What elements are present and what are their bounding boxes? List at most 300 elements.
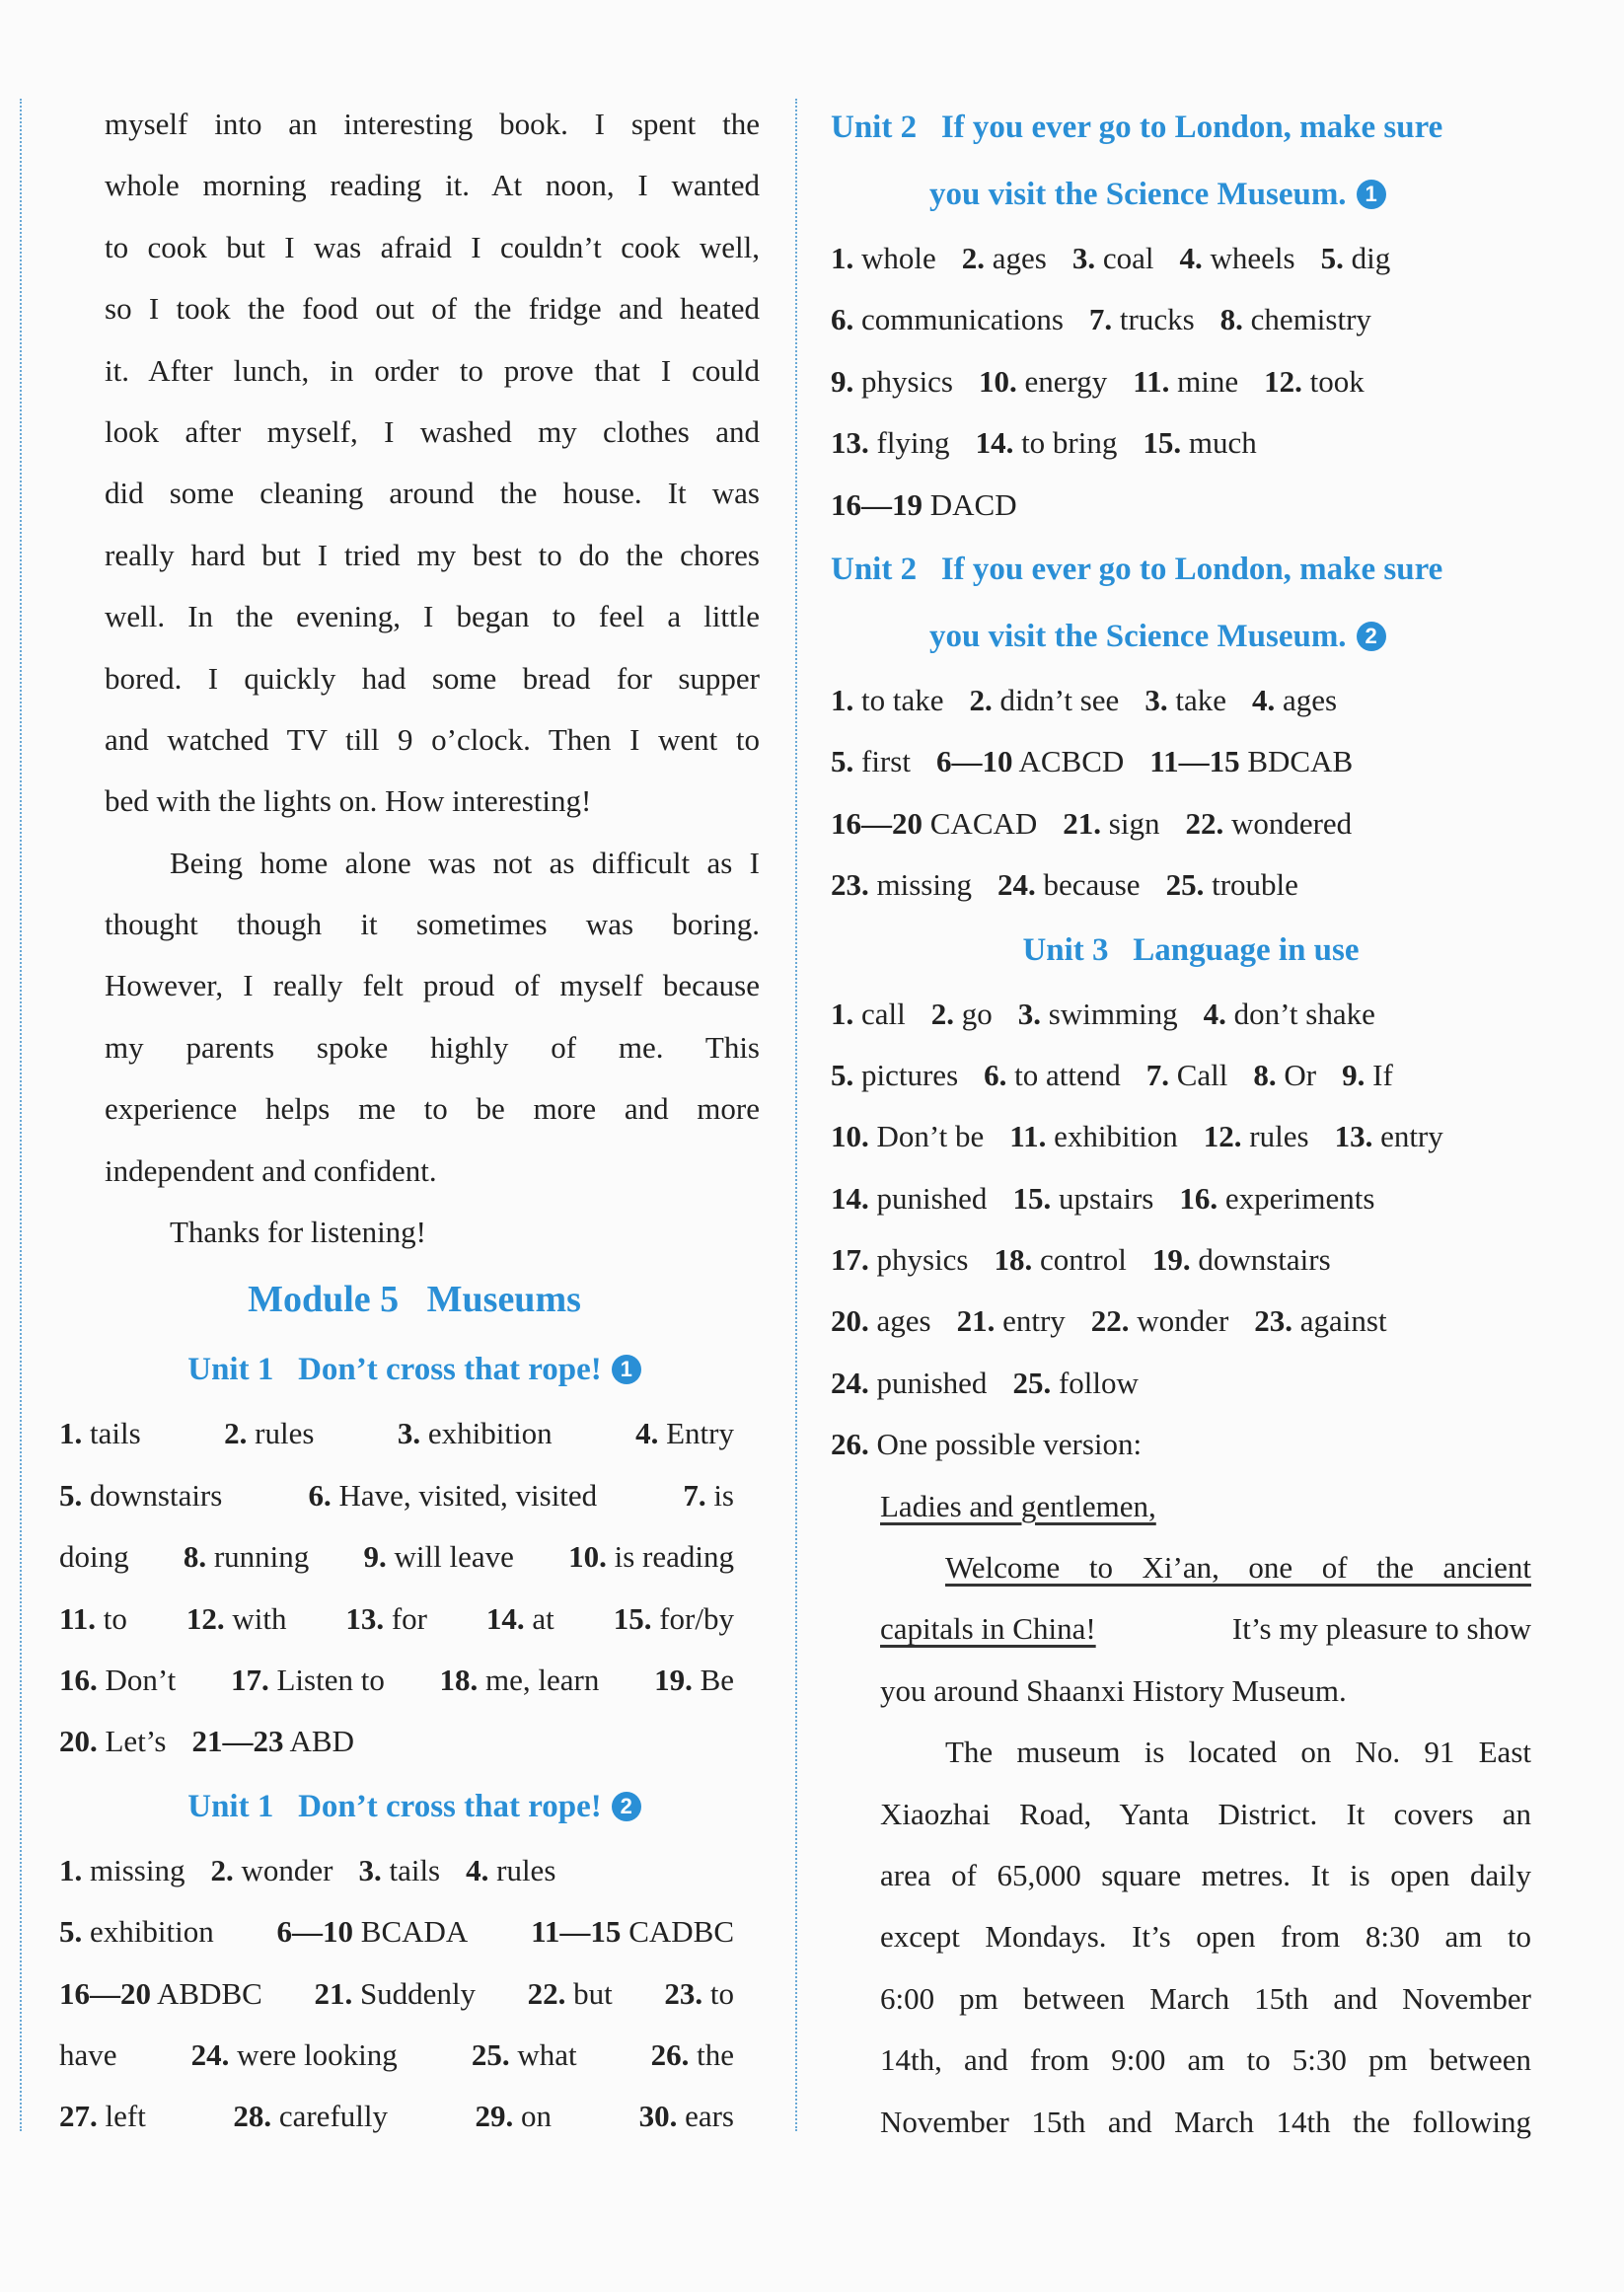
answer-text: physics [868, 1242, 969, 1278]
answer-number: 1. [59, 1416, 83, 1451]
answer-text: mine [1169, 363, 1239, 399]
answer-item [831, 487, 1017, 522]
unit-heading-cont [831, 161, 1551, 228]
answer-number: 1. [59, 1852, 83, 1887]
answer-number: 7. [683, 1477, 706, 1513]
answer-number: 5. [59, 1477, 83, 1513]
answer-number: 21. [1063, 805, 1102, 841]
answer-row [831, 228, 1551, 289]
module-title [59, 1263, 770, 1336]
answer-text: go [954, 996, 993, 1031]
left-margin-line [20, 99, 22, 2131]
answer-text: experiments [1218, 1180, 1375, 1216]
answer-number: 30. [638, 2099, 678, 2134]
badge-icon: 1 [612, 1355, 641, 1384]
answer-number: 20. [831, 1303, 869, 1339]
answer-number: 6. [984, 1057, 1007, 1092]
answer-text: is reading [606, 1539, 734, 1575]
answer-item [614, 1589, 734, 1650]
answer-row [831, 1045, 1551, 1106]
answer-number: 4. [1251, 682, 1276, 717]
answer-number: 23. [1254, 1303, 1293, 1339]
answer-text: ears [677, 2099, 734, 2134]
answer-item [970, 683, 1120, 717]
answer-item [1321, 241, 1391, 275]
answer-item [476, 2086, 553, 2147]
answer-item [1152, 1242, 1331, 1277]
unit-heading [831, 536, 1551, 603]
answer-number: 22. [527, 1975, 566, 2011]
answer-item [1146, 1058, 1228, 1092]
answer-number: 14. [975, 425, 1014, 461]
answer-number: 12. [1264, 363, 1302, 399]
answer-number: 8. [183, 1539, 207, 1575]
answer-text: coal [1095, 241, 1154, 275]
answer-text: DACD [923, 486, 1017, 522]
answer-number: 6. [831, 302, 854, 337]
answer-item [233, 2086, 388, 2147]
unit-heading-text: Unit 3 Language in use [1022, 931, 1360, 968]
answer-text: running [206, 1539, 310, 1575]
answer-item [1072, 241, 1154, 275]
answer-text: tails [82, 1416, 141, 1451]
answer-number: 11. [1009, 1119, 1047, 1154]
answer-item [210, 1840, 332, 1901]
answer-text: have [59, 2036, 117, 2072]
answer-item [1012, 1366, 1138, 1400]
answer-text: Don’t [97, 1662, 177, 1697]
answer-text: rules [1241, 1119, 1309, 1154]
answer-item [995, 1242, 1127, 1277]
answer-list [831, 228, 1551, 536]
answer-row [831, 670, 1551, 731]
answer-item [931, 997, 993, 1031]
answer-text: ABDBC [151, 1975, 262, 2011]
text-line: thought though it sometimes was boring. [105, 907, 760, 942]
answer-number: 15. [613, 1600, 652, 1636]
answer-item [59, 2025, 117, 2086]
underlined-text: Welcome to Xi’an, one of the ancient [945, 1550, 1531, 1586]
answer-text: take [1167, 682, 1226, 717]
answer-row [59, 1465, 760, 1526]
answer-item [831, 1242, 969, 1277]
answer-text: what [509, 2036, 577, 2072]
answer-text: to attend [1006, 1057, 1121, 1092]
answer-item [1009, 1119, 1178, 1153]
text-line: bed with the lights on. How interesting! [105, 783, 592, 819]
answer-text: because [1035, 867, 1141, 903]
answer-number: 13. [831, 425, 869, 461]
right-column [831, 94, 1551, 2153]
answer-item [440, 1650, 600, 1711]
answer-item [308, 1465, 597, 1526]
answer-text: me, learn [478, 1662, 600, 1697]
answer-item [1012, 1181, 1153, 1216]
answer-number: 11. [1133, 363, 1170, 399]
unit-heading-text: you visit the Science Museum. [929, 618, 1347, 654]
answer-number: 18. [994, 1242, 1033, 1278]
answer-number: 5. [59, 1914, 83, 1950]
answer-text: ages [985, 241, 1047, 275]
answer-number: 24. [190, 2036, 230, 2072]
unit-heading-text: Unit 2 If you ever go to London, make sure [831, 551, 1443, 587]
answer-item [831, 1058, 958, 1092]
answer-number: 29. [475, 2099, 514, 2134]
answer-item [831, 1303, 931, 1338]
answer-text: Call [1169, 1057, 1228, 1092]
answer-text: communications [853, 302, 1064, 337]
answer-number: 19. [654, 1662, 693, 1697]
text-line: my parents spoke highly of me. This [105, 1029, 760, 1065]
answer-item [1335, 1119, 1443, 1153]
text-line: area of 65,000 square metres. It is open daily [880, 1857, 1531, 1892]
answer-number: 1. [831, 241, 854, 275]
answer-number: 16. [59, 1662, 98, 1697]
text-line: The museum is located on No. 91 East [945, 1735, 1531, 1770]
answer-number: 2. [210, 1852, 234, 1887]
answer-item [1133, 364, 1238, 399]
unit-heading [831, 94, 1551, 161]
answer-number: 3. [1144, 682, 1168, 717]
answer-row [831, 854, 1551, 916]
unit-heading-text: Unit 1 Don’t cross that rope! [187, 1352, 602, 1388]
answer-number: 25. [471, 2036, 510, 2072]
answer-text: ACBCD [1012, 744, 1125, 779]
underlined-text: capitals in China! [880, 1611, 1096, 1647]
answer-number: 5. [831, 744, 854, 779]
answer-item [1144, 683, 1226, 717]
answer-text: rules [247, 1416, 315, 1451]
answer-number: 2. [930, 996, 954, 1031]
text-line: November 15th and March 14th the following [880, 2104, 1531, 2139]
answer-text: trouble [1204, 867, 1298, 903]
answer-number: 2. [224, 1416, 248, 1451]
answer-number: 12. [1203, 1119, 1242, 1154]
answer-text: follow [1051, 1365, 1139, 1400]
answer-text: Listen to [268, 1662, 385, 1697]
answer-number: 6. [308, 1477, 332, 1513]
text-line: except Mondays. It’s open from 8:30 am to [880, 1919, 1531, 1955]
answer-item [466, 1840, 555, 1901]
answer-number: 21. [314, 1975, 353, 2011]
answer-text: were looking [229, 2036, 398, 2072]
answer-number: 21. [956, 1303, 996, 1339]
left-column [59, 94, 770, 2148]
answer-text: carefully [271, 2099, 388, 2134]
answer-number: 21—23 [191, 1724, 284, 1759]
answer-text: downstairs [1190, 1242, 1331, 1278]
closing-line: Thanks for listening! [170, 1215, 427, 1250]
answer-text: exhibition [420, 1416, 553, 1451]
answer-number: 27. [59, 2099, 98, 2134]
answer-text: entry [995, 1303, 1066, 1339]
answer-row [59, 1403, 760, 1464]
answer-text: flying [868, 425, 950, 461]
text-line: However, I really felt proud of myself because [105, 968, 760, 1003]
text-line: you around Shaanxi History Museum. [880, 1672, 1347, 1708]
answer-number: 16—19 [831, 486, 923, 522]
answer-item [1342, 1058, 1393, 1092]
answer-list [59, 1840, 770, 2148]
answer-text: CADBC [621, 1914, 734, 1950]
answer-number: 12. [185, 1600, 225, 1636]
answer-number: 5. [1320, 241, 1344, 275]
answer-number: 23. [831, 867, 869, 903]
answer-text: wonder [233, 1852, 333, 1887]
answer-item [1185, 806, 1352, 841]
text-line: really hard but I tried my best to do the chores [105, 537, 760, 572]
answer-number: 23. [664, 1975, 703, 2011]
answer-text: didn’t see [992, 682, 1120, 717]
module-title-text: Module 5 Museums [248, 1279, 581, 1321]
answer-item [59, 1403, 141, 1464]
text-line: 14th, and from 9:00 am to 5:30 pm between [880, 2042, 1531, 2078]
answer-number: 11—15 [1149, 744, 1240, 779]
answer-item [962, 241, 1047, 275]
answer-text: punished [868, 1365, 988, 1400]
text-line: so I took the food out of the fridge and heated [105, 291, 760, 327]
answer-item [186, 1589, 287, 1650]
answer-item [1254, 1303, 1386, 1338]
answer-number: 2. [961, 241, 986, 275]
answer-text: took [1301, 363, 1365, 399]
answer-text: wheels [1202, 241, 1295, 275]
answer-row [831, 289, 1551, 350]
unit-heading [831, 917, 1551, 984]
text-line: and watched TV till 9 o’clock. Then I went to [105, 721, 760, 757]
answer-text: One possible version: [868, 1427, 1143, 1462]
answer-item [277, 1901, 469, 1962]
answer-item [635, 1403, 734, 1464]
unit-heading-text: Unit 1 Don’t cross that rope! [187, 1788, 602, 1824]
answer-text: energy [1016, 363, 1108, 399]
answer-number: 14. [831, 1180, 869, 1216]
answer-text: much [1181, 425, 1257, 461]
answer-number: 6—10 [935, 744, 1013, 779]
answer-row [59, 1589, 760, 1650]
answer-row [831, 1229, 1551, 1291]
answer-item [314, 1963, 476, 2025]
answer-row [831, 1168, 1551, 1229]
answer-text: to [702, 1975, 734, 2011]
unit-heading-text: Unit 2 If you ever go to London, make sure [831, 110, 1443, 145]
answer-row [59, 1901, 760, 1962]
answer-row [831, 1106, 1551, 1167]
column-divider [795, 99, 797, 2131]
answer-text: Or [1276, 1057, 1317, 1092]
text-line: independent and confident. [105, 1152, 437, 1188]
answer-number: 24. [831, 1365, 869, 1400]
answer-item [231, 1650, 385, 1711]
answer-number: 25. [1165, 867, 1205, 903]
answer-item [651, 2025, 734, 2086]
text-line: 6:00 pm between March 15th and November [880, 1980, 1531, 2016]
answer-text: entry [1372, 1119, 1443, 1154]
answer-item [59, 2086, 146, 2147]
answer-text: missing [868, 867, 972, 903]
answer-text: sign [1101, 805, 1160, 841]
answer-number: 26. [650, 2036, 690, 2072]
text-line: it. After lunch, in order to prove that I could [105, 352, 760, 388]
answer-item [59, 1589, 127, 1650]
answer-text: against [1292, 1303, 1387, 1339]
answer-text: the [689, 2036, 734, 2072]
answer-item [531, 1901, 734, 1962]
answer-text: wonder [1129, 1303, 1229, 1339]
answer-text: BCADA [353, 1914, 469, 1950]
answer-text: Have, visited, visited [331, 1477, 598, 1513]
text-line: Being home alone was not as difficult as I [170, 845, 760, 880]
answer-item [1264, 364, 1365, 399]
answer-text: pictures [853, 1057, 959, 1092]
answer-list [831, 670, 1551, 917]
answer-item [486, 1589, 554, 1650]
answer-text: tails [381, 1852, 441, 1887]
answer-item [1166, 867, 1298, 902]
answer-number: 22. [1090, 1303, 1130, 1339]
answer-item [59, 1963, 262, 2025]
answer-number: 18. [439, 1662, 479, 1697]
answer-item [345, 1589, 427, 1650]
text-line: myself into an interesting book. I spent the [105, 107, 760, 141]
unit-heading-text: you visit the Science Museum. [929, 177, 1347, 212]
answer-item [831, 241, 936, 275]
model-essay [831, 1476, 1531, 2153]
answer-text: dig [1343, 241, 1391, 275]
answer-row [59, 1840, 760, 1901]
answer-list [831, 984, 1551, 1476]
answer-text: is [705, 1477, 734, 1513]
answer-row [59, 1711, 760, 1772]
answer-number: 4. [635, 1416, 659, 1451]
answer-number: 4. [1203, 996, 1226, 1031]
answer-number: 5. [831, 1057, 854, 1092]
answer-number: 11. [59, 1600, 97, 1636]
answer-number: 28. [233, 2099, 272, 2134]
answer-number: 4. [466, 1852, 489, 1887]
answer-row [831, 731, 1551, 792]
answer-text: Entry [658, 1416, 734, 1451]
essay-greeting: Ladies and gentlemen, [880, 1488, 1156, 1523]
answer-text: ages [868, 1303, 931, 1339]
answer-item [59, 1465, 222, 1526]
answer-text: Don’t be [868, 1119, 985, 1154]
answer-row [59, 2086, 760, 2147]
answer-text: Suddenly [352, 1975, 477, 2011]
answer-item [831, 302, 1064, 336]
answer-item [831, 1119, 984, 1153]
text-line: bored. I quickly had some bread for supper [105, 660, 760, 696]
answer-text: with [224, 1600, 287, 1636]
answer-text: CACAD [923, 805, 1038, 841]
answer-text: trucks [1112, 302, 1195, 337]
answer-number: 1. [831, 996, 854, 1031]
answer-item [1091, 1303, 1228, 1338]
answer-item [472, 2025, 577, 2086]
text-line [880, 1537, 1531, 1598]
answer-number: 6—10 [276, 1914, 354, 1950]
answer-text: to bring [1013, 425, 1118, 461]
answer-row [831, 412, 1551, 474]
answer-text: to [96, 1600, 127, 1636]
text-line: did some cleaning around the house. It was [105, 476, 760, 511]
answer-number: 13. [1334, 1119, 1373, 1154]
answer-number: 10. [831, 1119, 869, 1154]
answer-row [831, 793, 1551, 854]
answer-number: 20. [59, 1724, 98, 1759]
answer-number: 10. [979, 363, 1017, 399]
answer-number: 8. [1253, 1057, 1277, 1092]
answer-number: 8. [1219, 302, 1243, 337]
answer-item [1089, 302, 1195, 336]
answer-item [831, 744, 911, 778]
badge-icon: 1 [1357, 180, 1386, 209]
essay-paragraph [59, 94, 760, 1263]
answer-item [1149, 744, 1353, 778]
answer-item [683, 1465, 734, 1526]
answer-text: downstairs [82, 1477, 223, 1513]
answer-number: 22. [1185, 805, 1224, 841]
answer-item [831, 364, 953, 399]
answer-number: 7. [1145, 1057, 1169, 1092]
answer-text: first [853, 744, 911, 779]
answer-list [59, 1403, 770, 1772]
answer-text: If [1365, 1057, 1393, 1092]
text-line: whole morning reading it. At noon, I wanted [105, 168, 760, 203]
answer-text: but [565, 1975, 613, 2011]
answer-number: 3. [1017, 996, 1041, 1031]
badge-icon: 2 [612, 1792, 641, 1821]
answer-number: 14. [485, 1600, 525, 1636]
answer-number: 9. [1342, 1057, 1366, 1092]
text-span: It’s my pleasure to show [1231, 1611, 1531, 1647]
answer-item [364, 1526, 514, 1588]
answer-item [59, 1840, 185, 1901]
answer-item [398, 1403, 553, 1464]
answer-number: 11—15 [531, 1914, 622, 1950]
answer-text: wondered [1223, 805, 1353, 841]
answer-item [831, 1366, 987, 1400]
answer-text: call [853, 996, 906, 1031]
answer-text: Let’s [97, 1724, 167, 1759]
answer-number: 1. [831, 682, 854, 717]
answer-text: missing [82, 1852, 185, 1887]
answer-item [224, 1403, 314, 1464]
answer-item [639, 2086, 734, 2147]
answer-text: to take [853, 682, 944, 717]
answer-text: BDCAB [1239, 744, 1354, 779]
answer-text: don’t shake [1225, 996, 1375, 1031]
answer-row [831, 984, 1551, 1045]
unit-heading [59, 1336, 770, 1403]
answer-row [831, 1414, 1551, 1475]
answer-item [957, 1303, 1066, 1338]
answer-number: 17. [831, 1242, 869, 1278]
answer-row [831, 1353, 1551, 1414]
text-line: to cook but I was afraid I couldn’t cook well, [105, 229, 760, 264]
answer-number: 4. [1179, 241, 1203, 275]
answer-item [979, 364, 1107, 399]
answer-item [1018, 997, 1178, 1031]
answer-text: control [1032, 1242, 1127, 1278]
answer-number: 3. [1071, 241, 1096, 275]
answer-number: 26. [831, 1427, 869, 1462]
answer-item [936, 744, 1124, 778]
answer-row [59, 1963, 760, 2025]
answer-text: upstairs [1051, 1180, 1154, 1216]
answer-item [192, 1711, 355, 1772]
answer-number: 16. [1179, 1180, 1218, 1216]
